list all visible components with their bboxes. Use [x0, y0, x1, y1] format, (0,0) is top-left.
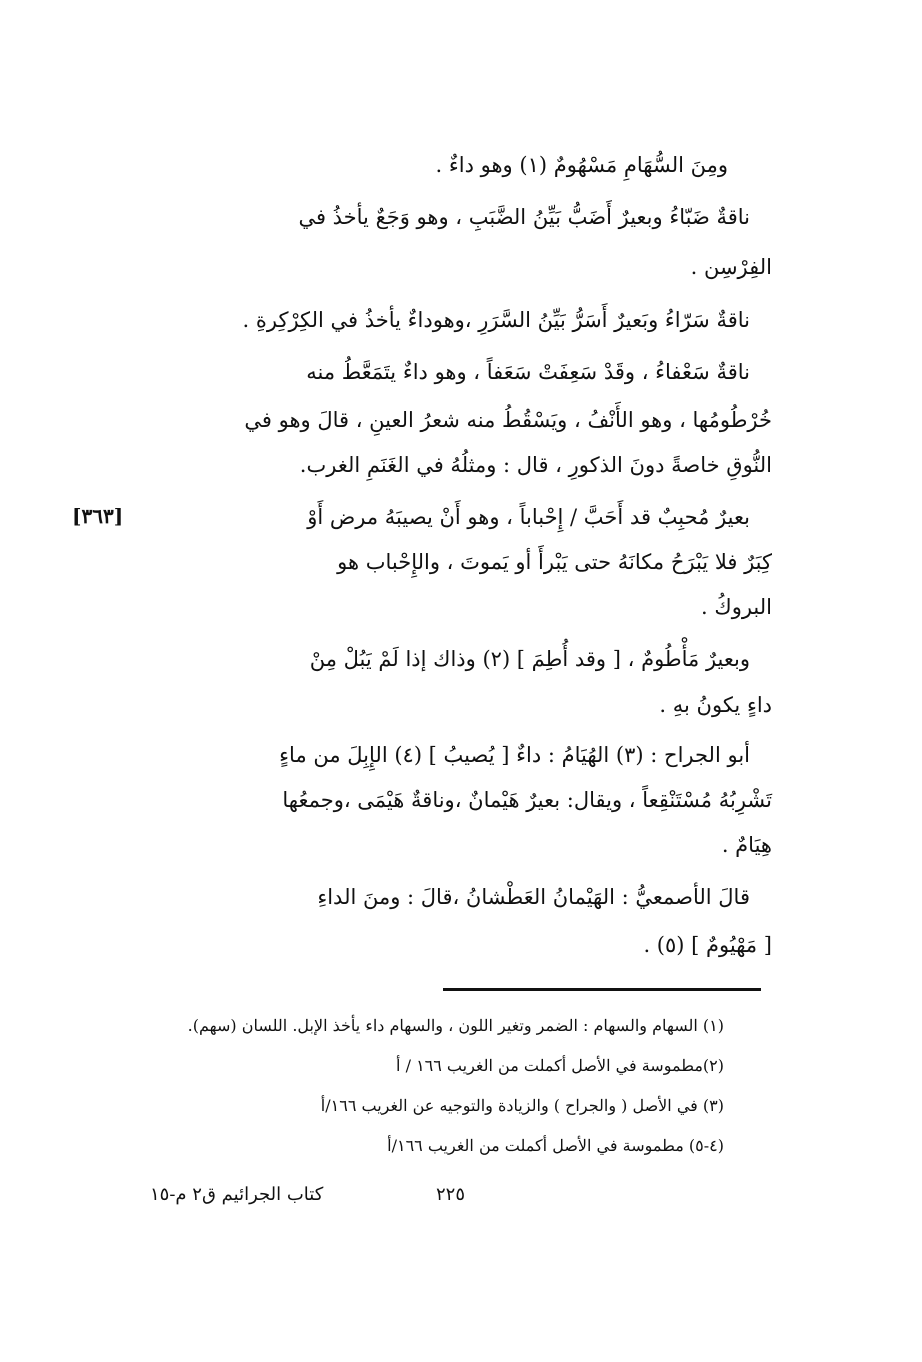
text-line: أبو الجراح : (٣) الهُيَامُ : داءٌ [ يُصيبُ ] (٤) الإِبِلَ من ماءٍ: [279, 743, 750, 767]
text-line: ناقةٌ ضَبّاءُ وبعيرٌ أَضَبُّ بَيِّنُ الضَّبَبِ ، وهو وَجَعٌ يأخذُ في: [298, 205, 750, 229]
margin-page-reference: [٣٦٣]: [72, 504, 124, 528]
text-line: النُّوقِ خاصةً دونَ الذكورِ ، قال : ومثلُهُ في الغَنَمِ الغرب.: [299, 453, 772, 477]
text-line: الفِرْسِن .: [690, 255, 772, 279]
text-line: خُرْطُومُها ، وهو الأَنْفُ ، ويَسْقُطُ منه شعرُ العينِ ، قالَ وهو في: [244, 408, 772, 432]
page-number: ٢٢٥: [436, 1184, 466, 1205]
text-line: داءٍ يكونُ بهِ .: [659, 693, 772, 717]
text-line: البروكُ .: [701, 595, 772, 619]
text-line: [ مَهْيُومٌ ] (٥) .: [643, 933, 772, 957]
text-line: تَشْرِبُهُ مُسْتَنْقِعاً ، ويقال: بعيرٌ هَيْمانٌ ،وناقةٌ هَيْمَى ،وجمعُها: [282, 788, 772, 812]
book-signature: كتاب الجرائيم ق٢ م-١٥: [150, 1184, 324, 1205]
text-line: كِبَرٌ فلا يَبْرَحُ مكانَهُ حتى يَبْرأَ أو يَموتَ ، والإِحْباب هو: [337, 550, 772, 574]
footnote: (٣) في الأصل ( والجراح ) والزيادة والتوجيه عن الغريب ١٦٦/أ: [320, 1096, 724, 1115]
text-line: ناقةٌ سَرّاءُ وبَعيرٌ أَسَرُّ بَيِّنُ السَّرَرِ ،وهوداءٌ يأخذُ في الكِرْكِرةِ .: [242, 308, 750, 332]
text-line: وبعيرٌ مَأْطُومٌ ، [ وقد أُطِمَ ] (٢) وذاك إذا لَمْ يَبُلْ مِنْ: [309, 647, 750, 671]
text-line: قالَ الأصمعيُّ : الهَيْمانُ العَطْشانُ ،قالَ : ومنَ الداءِ: [317, 885, 750, 909]
text-line: ومِنَ السُّهَامِ مَسْهُومٌ (١) وهو داءٌ .: [435, 153, 728, 177]
footnote: (٢)مطموسة في الأصل أكملت من الغريب ١٦٦ / أ: [396, 1056, 724, 1075]
footnote: (٤-٥) مطموسة في الأصل أكملت من الغريب ١٦٦/أ: [387, 1136, 724, 1155]
footnote: (١) السهام والسهام : الضمر وتغير اللون ، والسهام داء يأخذ الإبل. اللسان (سهم).: [187, 1016, 724, 1035]
footnote-divider: [443, 988, 761, 991]
text-line: بعيرٌ مُحبِبٌ قد أَحَبَّ / إِحْباباً ، وهو أَنْ يصيبَهُ مرض أَوْ: [307, 505, 750, 529]
text-line: ناقةٌ سَعْفاءُ ، وقَدْ سَعِفَتْ سَعَفاً ، وهو داءٌ يتَمَعَّطُ منه: [306, 360, 750, 384]
text-line: هِيَامٌ .: [721, 833, 772, 857]
